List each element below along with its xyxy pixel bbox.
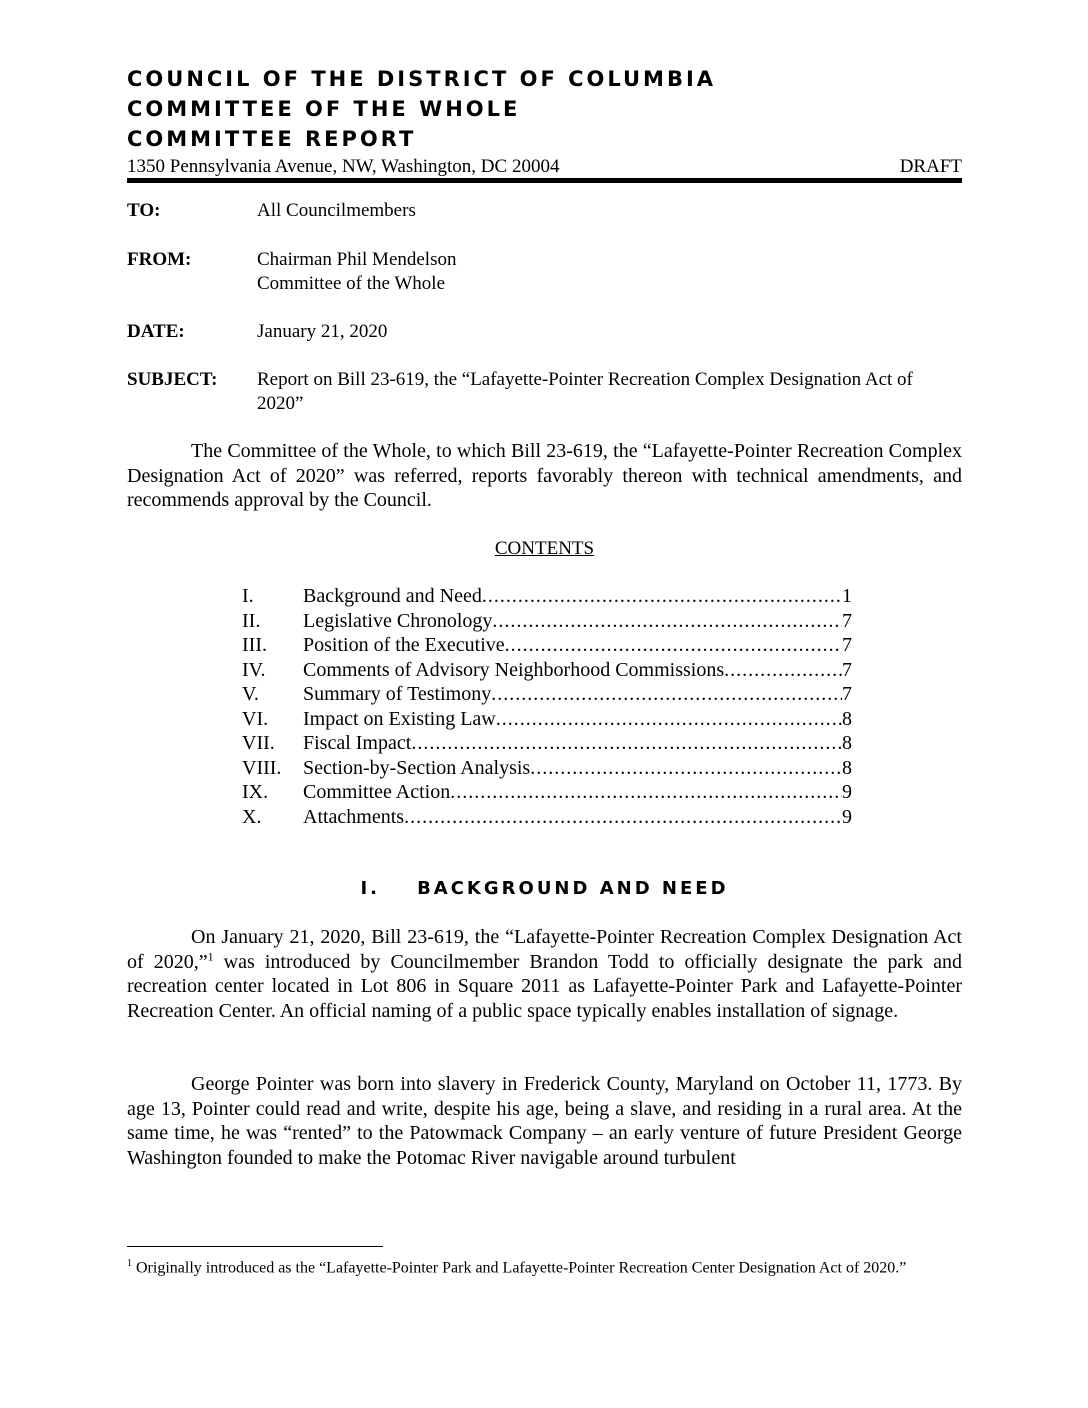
footnote-number: 1 <box>127 1258 132 1269</box>
toc-title: Fiscal Impact <box>303 732 412 754</box>
toc-leader-dots <box>492 609 842 634</box>
contents-title: CONTENTS <box>494 538 595 559</box>
toc-page-number: 7 <box>842 658 852 681</box>
toc-title: Committee Action <box>303 781 451 803</box>
toc-title: Section-by-Section Analysis <box>303 756 531 779</box>
section-heading <box>127 877 962 901</box>
toc-number: III. <box>242 634 267 656</box>
toc-leader-dots <box>404 805 842 830</box>
footnote-ref[interactable]: 1 <box>207 948 214 963</box>
table-of-contents <box>242 584 852 829</box>
toc-number: I. <box>242 585 254 607</box>
toc-page-number: 8 <box>842 732 852 754</box>
toc-number: V. <box>242 683 259 705</box>
toc-number: VIII. <box>242 756 282 779</box>
toc-title: Legislative Chronology <box>303 609 493 632</box>
toc-leader-dots <box>496 707 842 732</box>
draft-label: DRAFT <box>899 156 962 177</box>
date-value: January 21, 2020 <box>257 321 388 342</box>
toc-title: Background and Need <box>303 585 482 607</box>
toc-title: Summary of Testimony <box>303 683 492 705</box>
footnote <box>127 1254 962 1277</box>
toc-row[interactable] <box>242 584 852 609</box>
footnote-separator <box>127 1246 383 1247</box>
toc-entry <box>303 707 852 732</box>
toc-row[interactable] <box>242 633 852 658</box>
toc-number: VI. <box>242 707 269 730</box>
toc-leader-dots <box>482 584 842 609</box>
toc-entry <box>303 805 852 830</box>
council-address: 1350 Pennsylvania Avenue, NW, Washington, DC 20004 <box>127 156 560 177</box>
toc-page-number: 7 <box>842 634 852 656</box>
toc-entry <box>303 658 852 683</box>
toc-title: Comments of Advisory Neighborhood Commissions <box>303 658 725 681</box>
toc-row[interactable] <box>242 658 852 683</box>
toc-page-number: 9 <box>842 781 852 803</box>
toc-row[interactable] <box>242 780 852 805</box>
intro-paragraph: The Committee of the Whole, to which Bill 23-619, the “Lafayette-Pointer Recreation Complex Designation Act of 2020” was referred, reports favorably thereon with technical amendments, and recommends approval by the Council. <box>127 440 962 511</box>
toc-title: Impact on Existing Law <box>303 707 496 730</box>
subject-label: SUBJECT: <box>127 369 218 390</box>
from-label: FROM: <box>127 249 192 270</box>
toc-number: IX. <box>242 781 269 803</box>
toc-page-number: 7 <box>842 683 852 705</box>
toc-row[interactable] <box>242 707 852 732</box>
toc-page-number: 7 <box>842 609 852 632</box>
date-label: DATE: <box>127 321 185 342</box>
toc-title: Position of the Executive <box>303 634 505 656</box>
toc-number: IV. <box>242 658 266 681</box>
council-title: COUNCIL OF THE DISTRICT OF COLUMBIA <box>127 67 717 91</box>
toc-entry <box>303 756 852 781</box>
toc-row[interactable] <box>242 756 852 781</box>
from-committee: Committee of the Whole <box>257 273 446 294</box>
toc-row[interactable] <box>242 682 852 707</box>
toc-entry <box>303 584 852 609</box>
toc-page-number: 8 <box>842 707 852 730</box>
toc-leader-dots <box>450 780 842 805</box>
toc-number: VII. <box>242 732 275 754</box>
toc-page-number: 8 <box>842 756 852 779</box>
toc-leader-dots <box>505 633 842 658</box>
toc-number: X. <box>242 805 262 828</box>
to-label: TO: <box>127 200 161 221</box>
toc-entry <box>303 633 852 658</box>
section-heading-text: I. BACKGROUND AND NEED <box>360 878 729 899</box>
background-p1-text: On January 21, 2020, Bill 23-619, the “Lafayette-Pointer Recreation Complex Designation Act of 2020,” <box>127 926 962 973</box>
toc-row[interactable] <box>242 731 852 756</box>
footnote-text: Originally introduced as the “Lafayette-Pointer Park and Lafayette-Pointer Recreation Center Designation Act of 2020.” <box>132 1259 907 1277</box>
toc-entry <box>303 682 852 707</box>
toc-row[interactable] <box>242 609 852 634</box>
toc-leader-dots <box>491 682 842 707</box>
toc-row[interactable] <box>242 805 852 830</box>
toc-leader-dots <box>724 658 842 683</box>
committee-title: COMMITTEE OF THE WHOLE <box>127 97 521 121</box>
toc-entry <box>303 731 852 756</box>
background-p1-rest: was introduced by Councilmember Brandon Todd to officially designate the park and recreation center located in Lot 806 in Square 2011 as Lafayette-Pointer Park and Lafayette-Pointer Recreation Center. An official naming of a public space typically enables installation of signage. <box>127 950 962 1022</box>
toc-title: Attachments <box>303 805 405 828</box>
toc-entry <box>303 780 852 805</box>
toc-page-number: 1 <box>842 585 852 607</box>
toc-entry <box>303 609 852 634</box>
background-paragraph-1 <box>127 925 962 1023</box>
toc-page-number: 9 <box>842 805 852 828</box>
header-rule <box>127 178 962 183</box>
from-name: Chairman Phil Mendelson <box>257 249 457 270</box>
toc-number: II. <box>242 609 261 632</box>
toc-leader-dots <box>411 731 842 756</box>
to-value: All Councilmembers <box>257 200 416 221</box>
toc-leader-dots <box>530 756 842 781</box>
background-paragraph-2: George Pointer was born into slavery in Frederick County, Maryland on October 11, 1773. By age 13, Pointer could read and write, despite his age, being a slave, and residing in a rural area. At the same time, he was “rented” to the Patowmack Company – an early venture of future President George Washington founded to make the Potomac River navigable around turbulent <box>127 1073 962 1169</box>
report-type-title: COMMITTEE REPORT <box>127 127 417 151</box>
subject-value: Report on Bill 23-619, the “Lafayette-Pointer Recreation Complex Designation Act of 2020” <box>257 369 913 414</box>
